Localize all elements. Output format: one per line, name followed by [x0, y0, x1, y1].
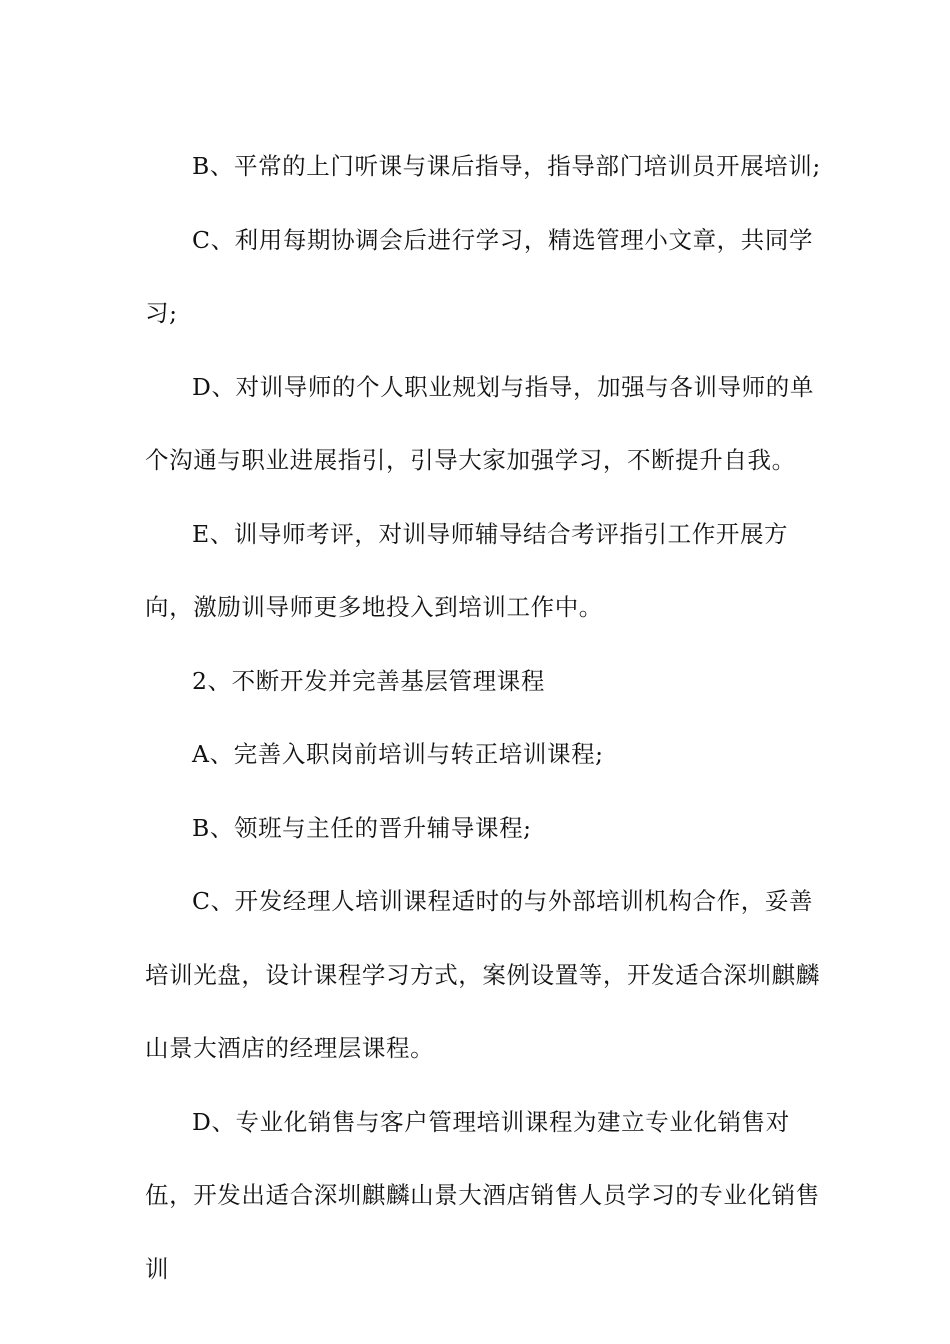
paragraph-b-observation: B、平常的上门听课与课后指导，指导部门培训员开展培训; — [192, 152, 821, 180]
paragraph-c-manager-courses: C、开发经理人培训课程适时的与外部培训机构合作，妥善培训光盘，设计课程学习方式，案例设置等，开发适合深圳麒麟山景大酒店的经理层课程。 — [145, 887, 820, 1062]
paragraph-d-sales-courses: D、专业化销售与客户管理培训课程为建立专业化销售对伍，开发出适合深圳麒麟山景大酒店销售人员学习的专业化销售训 — [145, 1107, 820, 1283]
document-body — [145, 130, 825, 1306]
paragraph-d-career-planning: D、对训导师的个人职业规划与指导，加强与各训导师的单个沟通与职业进展指引，引导大家加强学习，不断提升自我。 — [145, 372, 814, 474]
section-heading-course-development: 2、不断开发并完善基层管理课程 — [192, 666, 545, 695]
paragraph-a-onboarding-courses: A、完善入职岗前培训与转正培训课程; — [192, 740, 604, 768]
paragraph-e-evaluation: E、训导师考评，对训导师辅导结合考评指引工作开展方向，激励训导师更多地投入到培训工作中。 — [145, 519, 789, 621]
paragraph-b-promotion-courses: B、领班与主任的晋升辅导课程; — [192, 813, 532, 842]
paragraph-c-coordination-meeting: C、利用每期协调会后进行学习，精选管理小文章，共同学习; — [145, 225, 814, 327]
